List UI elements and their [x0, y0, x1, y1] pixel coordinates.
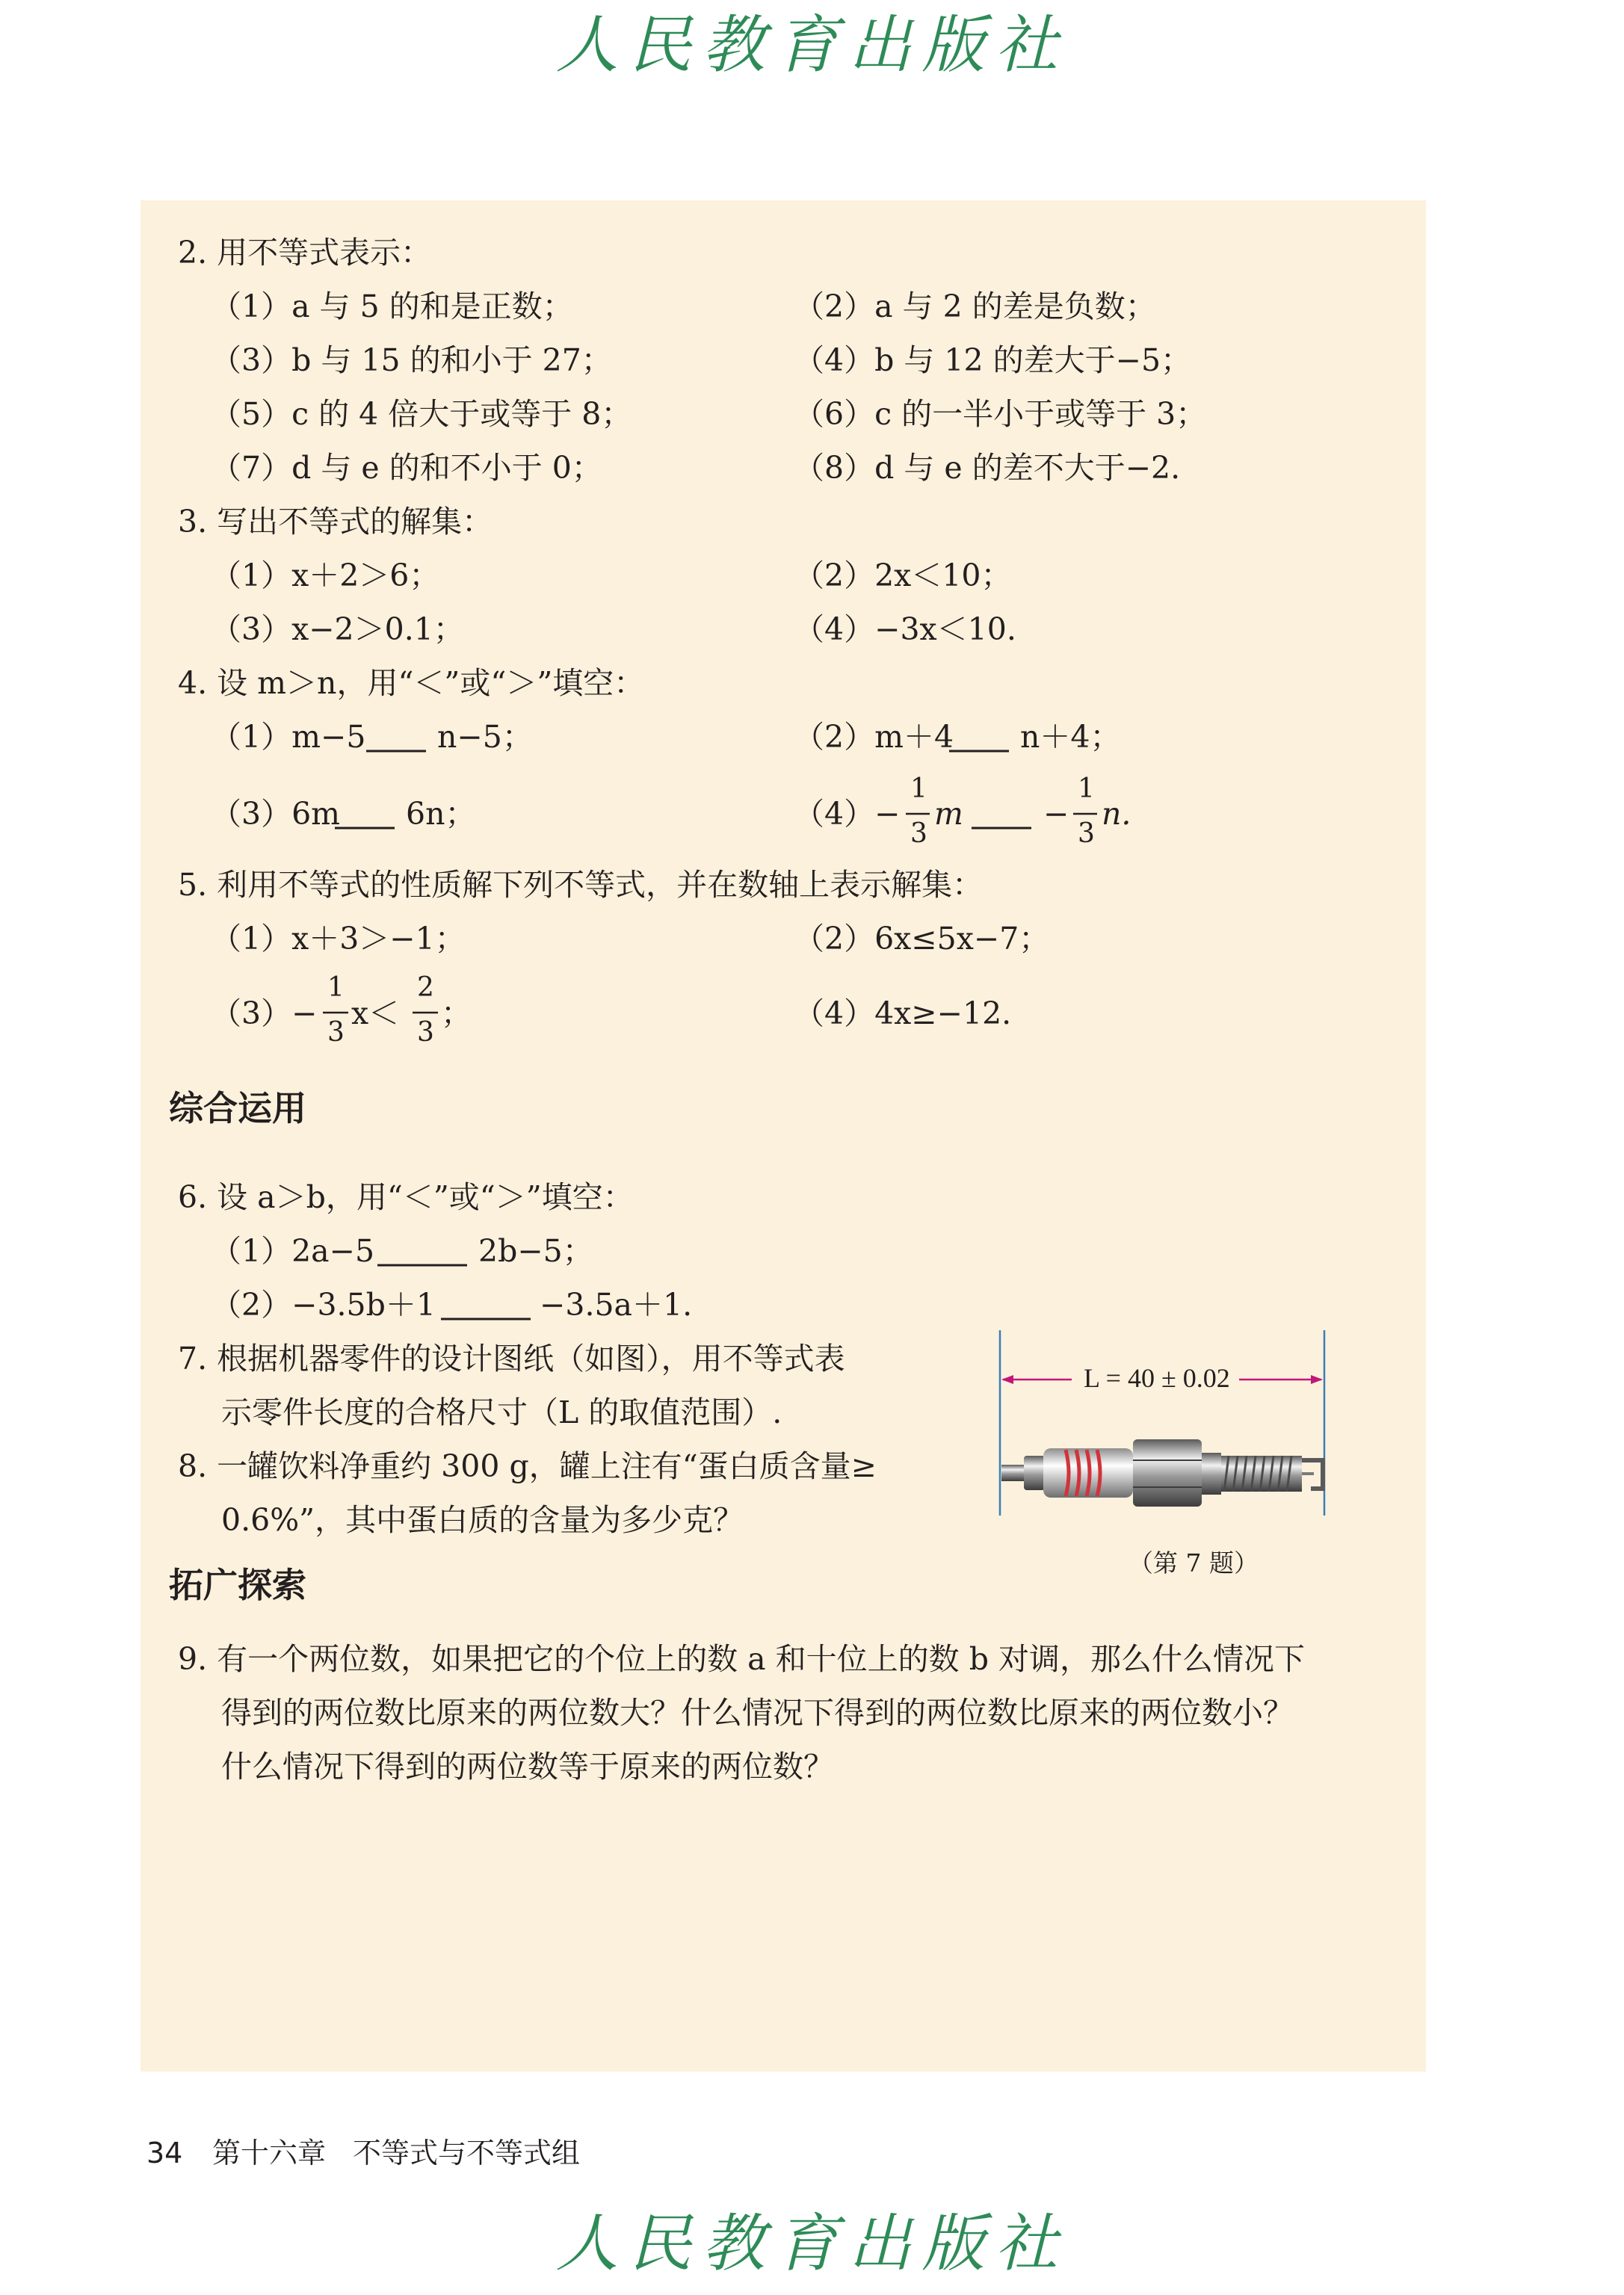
publisher-logo-bottom: 人民教育出版社	[555, 2207, 1069, 2280]
q6-item-1-left: （1）2a−5	[211, 1233, 375, 1269]
section-explore: 拓广探索	[169, 1565, 306, 1605]
q9-line-2: 得到的两位数比原来的两位数大？什么情况下得到的两位数比原来的两位数小？	[221, 1695, 1294, 1731]
publisher-logo-top: 人民教育出版社	[555, 8, 1069, 81]
q5-item-3-prefix: （3）−	[211, 995, 318, 1031]
q3-stem: 3. 写出不等式的解集：	[178, 504, 493, 540]
q6-item-2-right: −3.5a＋1.	[540, 1287, 693, 1323]
q4-item-4-prefix: （4）−	[794, 796, 901, 832]
q5-item-2: （2）6x≤5x−7；	[794, 921, 1050, 957]
dimension-label: L = 40 ± 0.02	[1084, 1363, 1230, 1393]
q5-stem: 5. 利用不等式的性质解下列不等式，并在数轴上表示解集：	[178, 867, 984, 903]
q4-item-2-right: n＋4；	[1020, 719, 1121, 755]
q6-item-1-right: 2b−5；	[478, 1233, 593, 1269]
q2-item-1: （1）a 与 5 的和是正数；	[211, 288, 573, 324]
q9-line-1: 9. 有一个两位数，如果把它的个位上的数 a 和十位上的数 b 对调，那么什么情况下	[178, 1641, 1305, 1677]
q5-item-4: （4）4x≥−12.	[794, 995, 1012, 1031]
q4-item-1-right: n−5；	[437, 719, 533, 755]
q3-item-3: （3）x−2＞0.1；	[211, 611, 464, 647]
q2-item-2: （2）a 与 2 的差是负数；	[794, 288, 1156, 324]
q3-item-1: （1）x＋2＞6；	[211, 557, 440, 593]
q3-item-2: （2）2x＜10；	[794, 557, 1012, 593]
q5-frac1-den: 3	[327, 1017, 345, 1048]
q4-frac1-den: 3	[910, 818, 927, 849]
q4-frac1-num: 1	[910, 773, 927, 804]
washer	[1202, 1453, 1221, 1495]
page-number: 34	[146, 2137, 183, 2169]
chapter-title: 不等式与不等式组	[353, 2137, 581, 2169]
q7-line-2: 示零件长度的合格尺寸（L 的取值范围）.	[221, 1394, 782, 1430]
arrow-head-right	[1311, 1375, 1323, 1384]
q4-frac2-den: 3	[1078, 818, 1095, 849]
q8-line-1: 8. 一罐饮料净重约 300 g，罐上注有“蛋白质含量≥	[178, 1448, 877, 1484]
q4-item-3-left: （3）6m	[211, 796, 341, 832]
q9-line-3: 什么情况下得到的两位数等于原来的两位数？	[221, 1749, 834, 1785]
q4-item-4-m: m	[934, 796, 963, 832]
q4-item-1-left: （1）m−5	[211, 719, 366, 755]
terminal-tip	[1001, 1465, 1027, 1481]
q3-item-4: （4）−3x＜10.	[794, 611, 1016, 647]
q6-stem: 6. 设 a＞b，用“＜”或“＞”填空：	[178, 1179, 634, 1215]
figure-caption: （第 7 题）	[1129, 1548, 1259, 1578]
hex-nut	[1133, 1439, 1202, 1507]
q4-item-3-right: 6n；	[406, 796, 476, 832]
q4-item-2-left: （2）m＋4	[794, 719, 954, 755]
q4-frac2-num: 1	[1078, 773, 1095, 804]
q4-item-4-minus: −	[1043, 796, 1069, 832]
q4-item-4-n: n.	[1102, 796, 1131, 832]
spark-plug-figure	[994, 1329, 1345, 1526]
section-comprehensive: 综合运用	[169, 1088, 306, 1128]
q2-item-3: （3）b 与 15 的和小于 27；	[211, 342, 612, 378]
q5-frac2-den: 3	[417, 1017, 434, 1048]
q6-item-2-left: （2）−3.5b＋1	[211, 1287, 436, 1323]
terminal-nut	[1024, 1456, 1045, 1490]
q5-frac2-num: 2	[417, 972, 434, 1003]
q2-item-6: （6）c 的一半小于或等于 3；	[794, 396, 1207, 432]
q2-item-8: （8）d 与 e 的差不大于−2.	[794, 450, 1181, 486]
arrow-head-left	[1001, 1375, 1013, 1384]
chapter-number: 第十六章	[212, 2137, 327, 2169]
q7-line-1: 7. 根据机器零件的设计图纸（如图），用不等式表	[178, 1341, 845, 1377]
q8-line-2: 0.6%”，其中蛋白质的含量为多少克？	[221, 1502, 744, 1538]
q2-item-7: （7）d 与 e 的和不小于 0；	[211, 450, 602, 486]
fraction-bars	[0, 0, 1, 1]
q5-frac1-num: 1	[327, 972, 345, 1003]
q5-item-1: （1）x＋3＞−1；	[211, 921, 466, 957]
q4-stem: 4. 设 m＞n，用“＜”或“＞”填空：	[178, 665, 645, 701]
q2-stem: 2. 用不等式表示：	[178, 235, 432, 271]
q5-item-3-end: ；	[441, 995, 472, 1031]
q2-item-5: （5）c 的 4 倍大于或等于 8；	[211, 396, 632, 432]
q2-item-4: （4）b 与 12 的差大于−5；	[794, 342, 1192, 378]
q5-item-3-x: x＜	[351, 995, 400, 1031]
